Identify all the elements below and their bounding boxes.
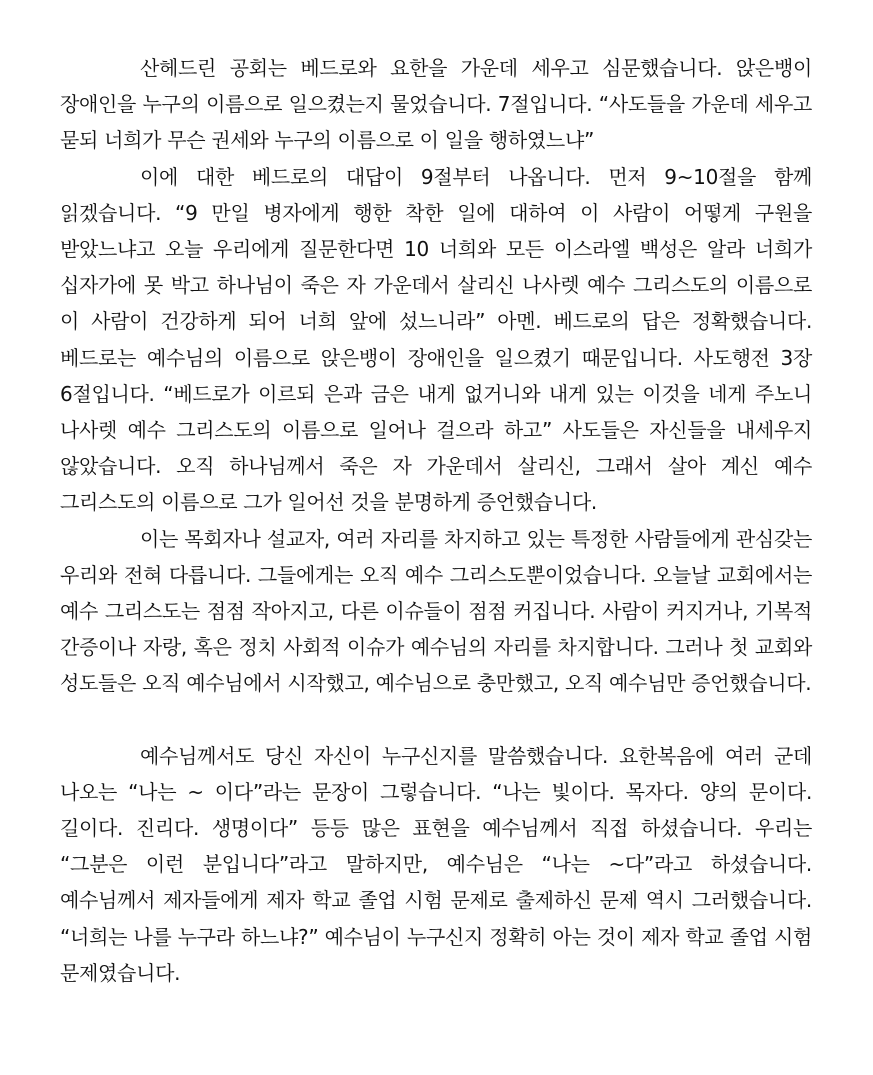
- document-body: [60, 50, 812, 991]
- paragraph-1: 산헤드린 공회는 베드로와 요한을 가운데 세우고 심문했습니다. 앉은뱅이 장애인을 누구의 이름으로 일으켰는지 물었습니다. 7절입니다. “사도들을 가운데 세우고 묻되 너희가 무슨 권세와 누구의 이름으로 이 일을 행하였느냐”: [60, 56, 812, 153]
- paragraph-2: 이에 대한 베드로의 대답이 9절부터 나옵니다. 먼저 9~10절을 함께 읽겠습니다. “9 만일 병자에게 행한 착한 일에 대하여 이 사람이 어떻게 구원을 받았느냐고 오늘 우리에게 질문한다면 10 너희와 모든 이스라엘 백성은 알라 너희가 십자가에 못 박고 하나님이 죽은 자 가운데서 살리신 나사렛 예수 그리스도의 이름으로 이 사람이 건강하게 되어 너희 앞에 섰느니라” 아멘. 베드로의 답은 정확했습니다. 베드로는 예수님의 이름으로 앉은뱅이 장애인을 일으켰기 때문입니다. 사도행전 3장 6절입니다. “베드로가 이르되 은과 금은 내게 없거니와 내게 있는 이것을 네게 주노니 나사렛 예수 그리스도의 이름으로 일어나 걸으라 하고” 사도들은 자신들을 내세우지 않았습니다. 오직 하나님께서 죽은 자 가운데서 살리신, 그래서 살아 계신 예수 그리스도의 이름으로 그가 일어선 것을 분명하게 증언했습니다.: [60, 164, 812, 515]
- paragraph-4: 예수님께서도 당신 자신이 누구신지를 말씀했습니다. 요한복음에 여러 군데 나오는 “나는 ~ 이다”라는 문장이 그렇습니다. “나는 빛이다. 목자다. 양의 문이다. 길이다. 진리다. 생명이다” 등등 많은 표현을 예수님께서 직접 하셨습니다. 우리는 “그분은 이런 분입니다”라고 말하지만, 예수님은 “나는 ~다”라고 하셨습니다. 예수님께서 제자들에게 제자 학교 졸업 시험 문제로 출제하신 문제 역시 그러했습니다. “너희는 나를 누구라 하느냐?” 예수님이 누구신지 정확히 아는 것이 제자 학교 졸업 시험 문제였습니다.: [60, 743, 812, 985]
- paragraph-3: 이는 목회자나 설교자, 여러 자리를 차지하고 있는 특정한 사람들에게 관심갖는 우리와 전혀 다릅니다. 그들에게는 오직 예수 그리스도뿐이었습니다. 오늘날 교회에서는 예수 그리스도는 점점 작아지고, 다른 이슈들이 점점 커집니다. 사람이 커지거나, 기복적 간증이나 자랑, 혹은 정치 사회적 이슈가 예수님의 자리를 차지합니다. 그러나 첫 교회와 성도들은 오직 예수님에서 시작했고, 예수님으로 충만했고, 오직 예수님만 증언했습니다.: [60, 526, 812, 696]
